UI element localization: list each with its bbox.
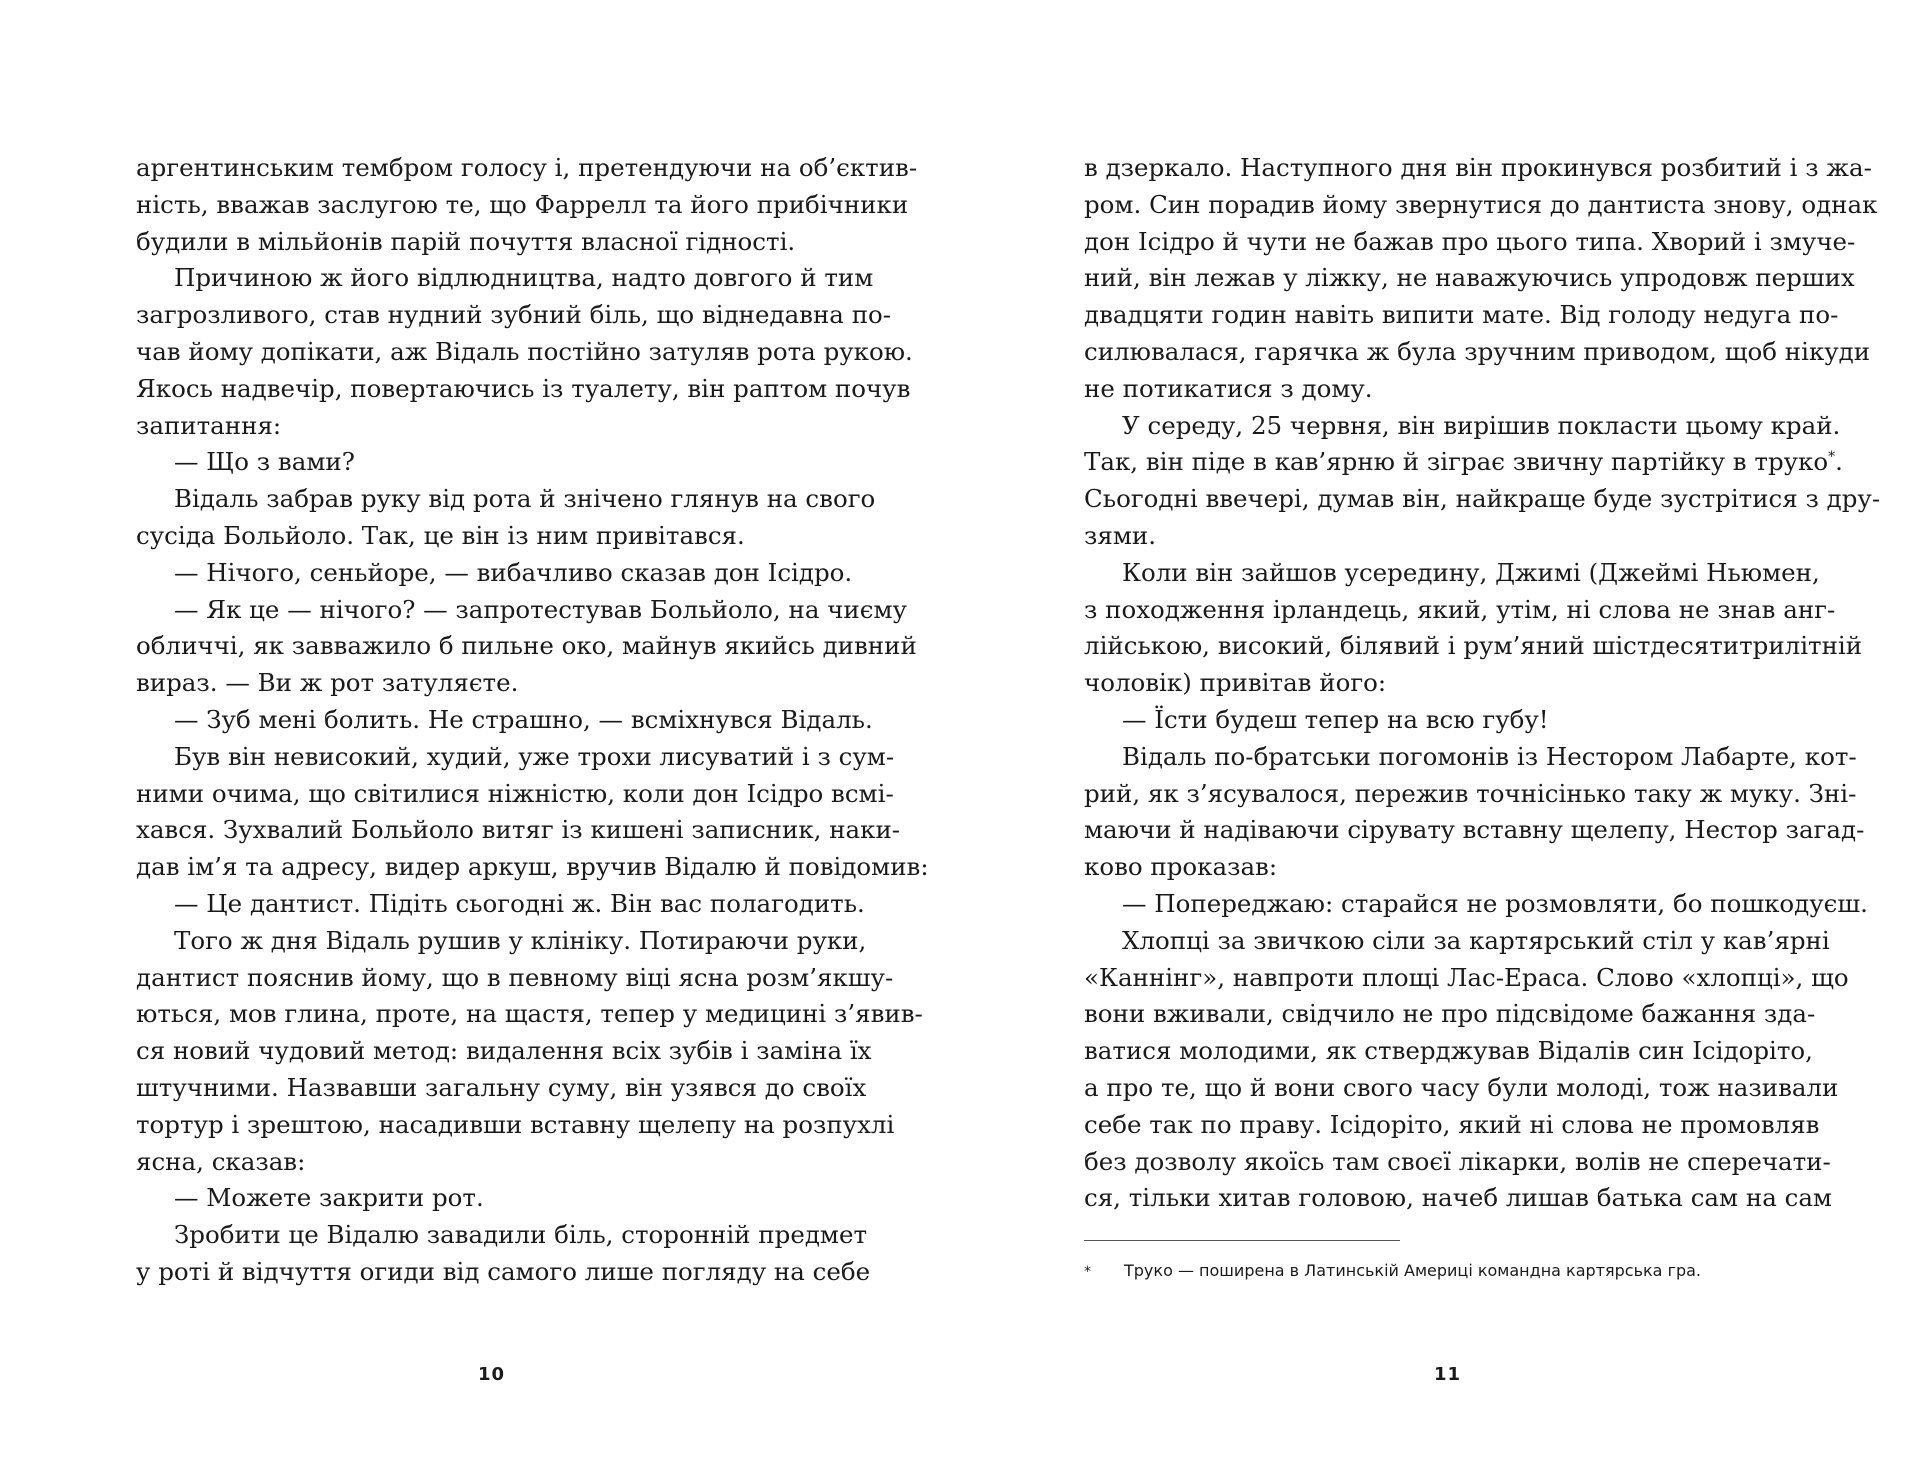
text-line: [1084, 150, 1872, 187]
text-line: [136, 665, 854, 702]
text-line-content: ватися молодими, як стверджував Відалів син Ісідоріто,: [1084, 1036, 1813, 1066]
text-line: [136, 1033, 872, 1070]
text-line-content: Відаль по-братськи погомонів із Нестором Лабарте, кот-: [1122, 741, 1857, 771]
footnote-reference: *: [1828, 449, 1836, 466]
text-line: [136, 1144, 854, 1181]
text-line-content: Зробити це Відалю завадили біль, сторонній предмет: [174, 1220, 868, 1250]
text-line: [136, 776, 894, 813]
text-line: [136, 260, 874, 297]
text-line: [1084, 776, 1857, 813]
text-line: [136, 812, 901, 849]
text-line: [136, 592, 907, 629]
text-line: [136, 444, 854, 481]
text-line-content: маючи й надіваючи сіруватy вставну щелепу, Нестор загад-: [1084, 815, 1865, 845]
text-line: [1084, 628, 1863, 665]
text-line: [136, 1107, 895, 1144]
text-line: [136, 1254, 871, 1291]
text-line: [136, 1180, 854, 1217]
text-line-content: з походження ірландець, який, утім, ні слова не знав анг-: [1084, 594, 1836, 624]
text-line-content: ково проказав:: [1084, 852, 1278, 882]
text-line-content: — Попереджаю: старайся не розмовляти, бо пошкодуєш.: [1122, 888, 1868, 918]
text-line: [1084, 960, 1849, 997]
text-line-content: себе так по праву. Ісідоріто, який ні слова не промовляв: [1084, 1109, 1820, 1139]
text-line-content: чав йому допікати, аж Відаль постійно затуляв рота рукою.: [136, 336, 913, 366]
text-line: [136, 334, 913, 371]
text-line-content: Був він невисокий, худий, уже трохи лисуватий і з сум-: [174, 741, 895, 771]
text-line-content: — Нічого, сеньйоре, — вибачливо сказав дон Ісідро.: [174, 557, 853, 587]
text-line: [1084, 812, 1865, 849]
text-line: [1084, 1033, 1813, 1070]
text-line: [1084, 408, 1841, 445]
text-line-content: двадцяти годин навіть випити мате. Від голоду недуга по-: [1084, 300, 1839, 330]
text-line-content: будили в мільйонів парій почуття власної гідності.: [136, 226, 796, 256]
text-line-content: ся, тільки хитав головою, начеб лишав батька сам на сам: [1084, 1183, 1832, 1213]
text-line-content: загрозливого, став нудний зубний біль, що віднедавна по-: [136, 300, 892, 330]
text-line-content: Так, він піде в кав’ярню й зіграє звичну партійку в труко: [1084, 447, 1829, 477]
text-line-content: зями.: [1084, 520, 1156, 550]
text-line: [1084, 187, 1878, 224]
text-line-content: ються, мов глина, проте, на щастя, тепер у медицині з’явив-: [136, 999, 923, 1029]
text-line: [136, 224, 854, 261]
text-line: [1084, 224, 1856, 261]
text-line: [1084, 592, 1836, 629]
text-line-content: вони вживали, свідчило не про підсвідоме бажання зда-: [1084, 999, 1816, 1029]
text-line-content: Причиною ж його відлюдництва, надто довгого й тим: [174, 263, 874, 293]
left-page-text: [136, 150, 929, 1291]
left-page-number: 10: [478, 1364, 506, 1385]
text-line: [1084, 334, 1871, 371]
text-line: [136, 187, 909, 224]
text-line: [136, 408, 854, 445]
text-line-content: без дозволу якоїсь там своєї лікарки, волів не сперечати-: [1084, 1146, 1831, 1176]
text-line: [1084, 996, 1816, 1033]
text-line: [136, 555, 854, 592]
text-line: [136, 1070, 867, 1107]
text-line-content: вираз. — Ви ж рот затуляєте.: [136, 668, 519, 698]
text-line: [136, 371, 911, 408]
text-line-content: сусіда Больйоло. Так, це він із ним привітався.: [136, 520, 745, 550]
text-line-content: Відаль забрав руку від рота й знічено глянув на свого: [174, 484, 876, 514]
text-line-content: — Можете закрити рот.: [174, 1183, 484, 1213]
text-line-content: — Зуб мені болить. Не страшно, — всміхнувся Відаль.: [174, 704, 873, 734]
text-line: [136, 481, 876, 518]
text-line: [136, 849, 929, 886]
text-line: [1084, 1070, 1839, 1107]
text-line-content: У середу, 25 червня, він вирішив покласти цьому край.: [1122, 410, 1841, 440]
right-page-text: [1084, 150, 1881, 1217]
text-line: [136, 923, 867, 960]
text-line-content: ром. Син порадив йому звернутися до дантиста знову, однак: [1084, 189, 1878, 219]
footnote-text: Труко — поширена в Латинській Америці командна картярська гра.: [1124, 1261, 1702, 1280]
text-line: [1084, 555, 1820, 592]
text-line: [1084, 849, 1802, 886]
text-line-content: Сьогодні ввечері, думав він, найкраще буде зустрітися з дру-: [1084, 484, 1881, 514]
text-line: [1084, 371, 1802, 408]
footnote-mark: *: [1084, 1264, 1091, 1280]
text-line: [136, 739, 895, 776]
text-line-content: Того ж дня Відаль рушив у клініку. Потираючи руки,: [174, 925, 867, 955]
text-line-content: хався. Зухвалий Больйоло витяг із кишені записник, наки-: [136, 815, 901, 845]
text-line: [136, 960, 894, 997]
text-line-content: у роті й відчуття огиди від самого лише погляду на себе: [136, 1256, 871, 1286]
text-line-content: «Каннінг», навпроти площі Лас-Ераса. Слово «хлопці», що: [1084, 962, 1849, 992]
text-line-content: — Що з вами?: [174, 447, 355, 477]
text-line: [136, 518, 854, 555]
text-line: [1084, 665, 1802, 702]
text-line: [1084, 923, 1830, 960]
footnote: [1084, 1260, 1804, 1283]
text-line: [1084, 702, 1802, 739]
text-line: [1084, 1144, 1831, 1181]
text-line-content: запитання:: [136, 410, 282, 440]
text-line-content: Хлопці за звичкою сіли за картярський стіл у кав’ярні: [1122, 925, 1830, 955]
text-line-content: аргентинським тембром голосу і, претендуючи на об’єктив-: [136, 153, 918, 182]
text-line-content: ність, вважав заслугою те, що Фаррелл та його прибічники: [136, 189, 909, 219]
text-line: [1084, 1107, 1820, 1144]
text-line-content: тортур і зрештою, насадивши вставну щелепу на розпухлі: [136, 1109, 895, 1139]
text-line-content: рий, як з’ясувалося, пережив точнісінько таку ж муку. Зні-: [1084, 778, 1857, 808]
text-line-content: штучними. Назвавши загальну суму, він узявся до своїх: [136, 1072, 867, 1102]
text-line: [136, 886, 865, 923]
right-page: [960, 0, 1920, 1477]
text-line-content: ся новий чудовий метод: видалення всіх зубів і заміна їх: [136, 1036, 872, 1066]
text-line-content: Якось надвечір, повертаючись із туалету, він раптом почув: [136, 373, 911, 403]
text-line-content: — Як це — нічого? — запротестував Больйоло, на чиєму: [174, 594, 907, 624]
text-line-content: дав ім’я та адресу, видер аркуш, вручив Відалю й повідомив:: [136, 852, 929, 882]
text-line-content: чоловік) привітав його:: [1084, 668, 1387, 698]
text-line-content: ний, він лежав у ліжку, не наважуючись упродовж перших: [1084, 263, 1855, 293]
text-line-content: в дзеркало. Наступного дня він прокинувся розбитий і з жа-: [1084, 153, 1872, 182]
text-line: [1084, 481, 1881, 518]
text-line: [1084, 260, 1855, 297]
text-line: [1084, 739, 1857, 776]
text-line-content: — Це дантист. Підіть сьогодні ж. Він вас полагодить.: [174, 888, 865, 918]
text-line: [1084, 297, 1839, 334]
text-line-content: ясна, сказав:: [136, 1146, 306, 1176]
right-page-number: 11: [1434, 1364, 1462, 1385]
text-line-content: ними очима, що світилися ніжністю, коли дон Ісідро всмі-: [136, 778, 894, 808]
text-line-content: дон Ісідро й чути не бажав про цього типа. Хворий і змуче-: [1084, 226, 1856, 256]
text-line-content: Коли він зайшов усередину, Джимі (Джеймі Ньюмен,: [1122, 557, 1820, 587]
text-line: [136, 628, 917, 665]
text-line: [136, 702, 873, 739]
text-line: [1084, 1180, 1832, 1217]
text-line-content: а про те, що й вони свого часу були молоді, тож називали: [1084, 1072, 1839, 1102]
text-line-content: силювалася, гарячка ж була зручним приводом, щоб нікуди: [1084, 336, 1871, 366]
text-line-content: — Їсти будеш тепер на всю губу!: [1122, 704, 1549, 734]
text-line: [136, 297, 892, 334]
text-line: [136, 996, 923, 1033]
footnote-divider: [1084, 1240, 1400, 1241]
text-line: [1084, 518, 1802, 555]
text-line-content: дантист пояснив йому, що в певному віці ясна розм’якшу-: [136, 962, 894, 992]
text-line-content: не потикатися з дому.: [1084, 373, 1373, 403]
text-line: [136, 1217, 868, 1254]
text-line: [1084, 886, 1868, 923]
text-line: Так, він піде в кав’ярню й зіграє звичну партійку в труко*.: [1084, 447, 1843, 477]
text-line-content: лійською, високий, білявий і рум’яний шістдесятитрилітній: [1084, 631, 1863, 661]
text-line-content: обличчі, як завважило б пильне око, майнув якийсь дивний: [136, 631, 917, 661]
text-line: [136, 150, 918, 187]
